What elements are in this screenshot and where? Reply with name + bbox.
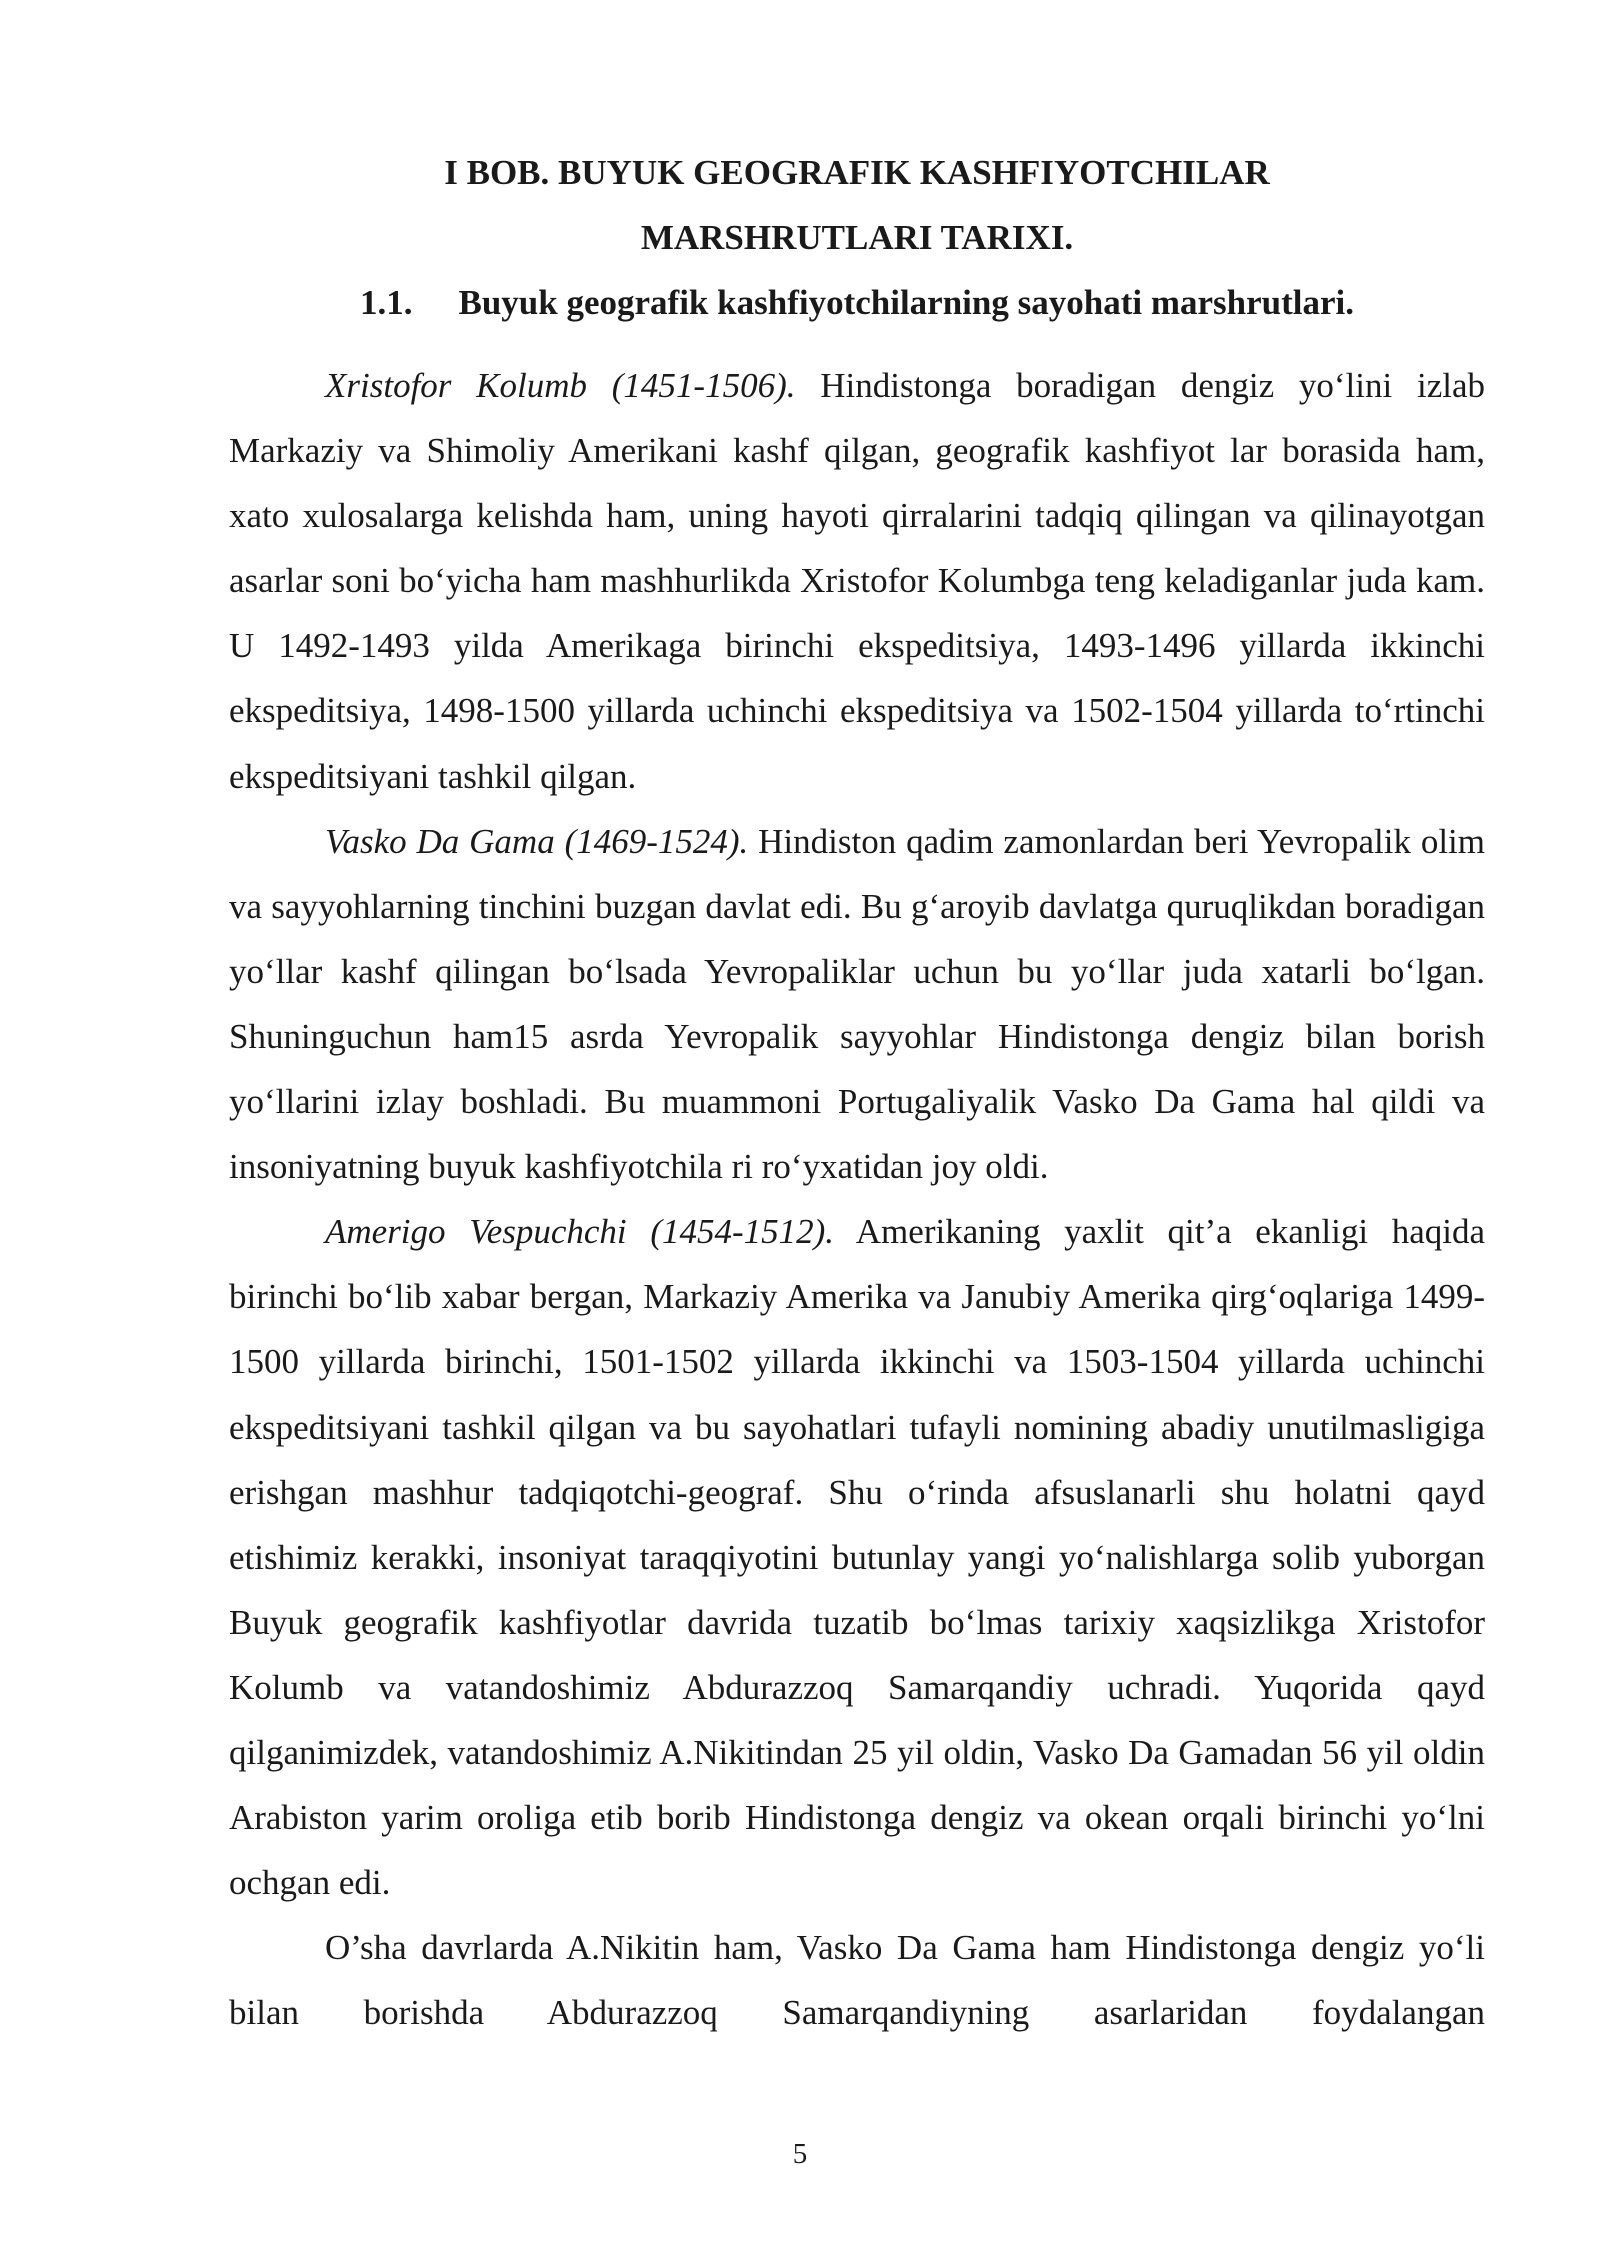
paragraph-text-kolumb: Hindistonga boradigan dengiz yo‘lini izlab Markaziy va Shimoliy Amerikani kashf qilgan, geografik kashfiyot lar borasida ham, xato xulosalarga kelishda ham, uning hayoti qirralarini tadqiq qilingan va qilinayotgan asarlar soni bo‘yicha ham mashhurlikda Xristofor Kolumbga teng keladiganlar juda kam. U 1492-1493 yilda Amerikaga birinchi ekspeditsiya, 1493-1496 yillarda ikkinchi ekspeditsiya, 1498-1500 yillarda uchinchi ekspeditsiya va 1502-1504 yillarda to‘rtinchi ekspeditsiyani tashkil qilgan. [229, 366, 1485, 796]
section-title: Buyuk geografik kashfiyotchilarning sayohati marshrutlari. [458, 283, 1354, 322]
chapter-title-line-2: MARSHRUTLARI TARIXI. [640, 218, 1074, 257]
person-name-kolumb: Xristofor Kolumb (1451-1506). [325, 366, 796, 405]
page-number: 5 [792, 2138, 808, 2170]
person-name-vespuchchi: Amerigo Vespuchchi (1454-1512). [325, 1212, 835, 1252]
person-name-da-gama: Vasko Da Gama (1469-1524). [325, 821, 749, 861]
paragraph-text-vespuchchi: Amerikaning yaxlit qit’a ekanligi haqida birinchi bo‘lib xabar bergan, Markaziy Amerika va Janubiy Amerika qirg‘oqlariga 1499-1500 yillarda birinchi, 1501-1502 yillarda ikkinchi va 1503-1504 yillarda uchinchi ekspeditsiyani tashkil qilgan va bu sayohatlari tufayli nomining abadiy unutilmasligiga erishgan mashhur tadqiqotchi-geograf. Shu o‘rinda afsuslanarli shu holatni qayd etishimiz kerakki, insoniyat taraqqiyotini butunlay yangi yo‘nalishlarga solib yuborgan Buyuk geografik kashfiyotlar davrida tuzatib bo‘lmas tarixiy xaqsizlikga Xristofor Kolumb va vatandoshimiz Abdurazzoq Samarqandiy uchradi. Yuqorida qayd qilganimizdek, vatandoshimiz A.Nikitindan 25 yil oldin, Vasko Da Gamadan 56 yil oldin Arabiston yarim oroliga etib borib Hindistonga dengiz va okean orqali birinchi yo‘lni ochgan edi. [229, 1212, 1486, 1903]
paragraph-da-gama [229, 809, 1485, 1200]
document-page [229, 140, 1485, 2045]
paragraph-text-nikitin: O’sha davrlarda A.Nikitin ham, Vasko Da Gama ham Hindistonga dengiz yo‘li bilan borishda Abdurazzoq Samarqandiyning asarlaridan foydalangan [229, 1928, 1485, 2033]
paragraph-vespuchchi [229, 1199, 1485, 1915]
section-heading [229, 270, 1485, 335]
chapter-title-line-1: I BOB. BUYUK GEOGRAFIK KASHFIYOTCHILAR [444, 153, 1270, 192]
paragraph-kolumb [229, 353, 1485, 809]
paragraph-text-da-gama: Hindiston qadim zamonlardan beri Yevropalik olim va sayyohlarning tinchini buzgan davlat edi. Bu g‘aroyib davlatga quruqlikdan boradigan yo‘llar kashf qilingan bo‘lsada Yevropaliklar uchun bu yo‘llar juda xatarli bo‘lgan. Shuninguchun ham15 asrda Yevropalik sayyohlar Hindistonga dengiz bilan borish yo‘llarini izlay boshladi. Bu muammoni Portugaliyalik Vasko Da Gama hal qildi va insoniyatning buyuk kashfiyotchila ri ro‘yxatidan joy oldi. [229, 821, 1486, 1187]
paragraph-nikitin [229, 1915, 1485, 2045]
section-number: 1.1. [359, 283, 413, 322]
